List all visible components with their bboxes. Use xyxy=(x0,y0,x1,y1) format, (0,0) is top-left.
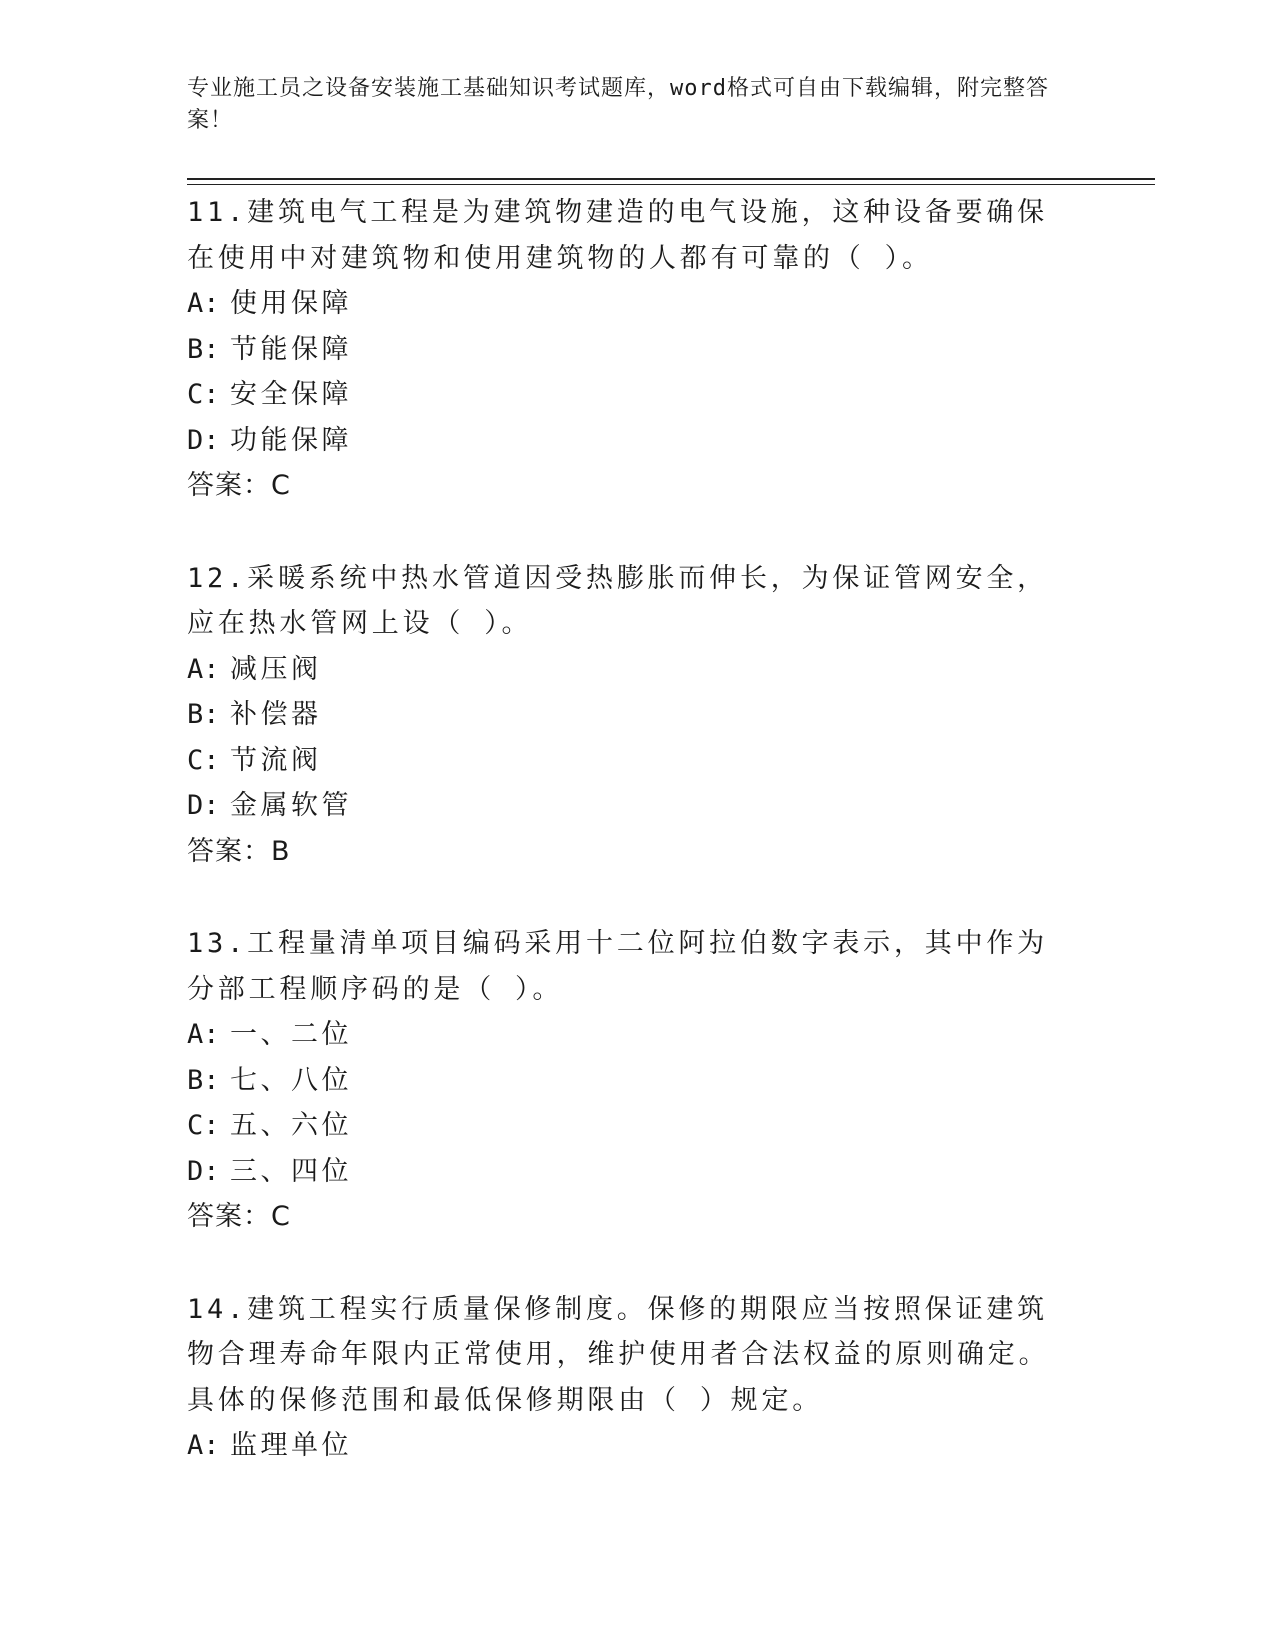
option-text: 金属软管 xyxy=(230,790,352,821)
answer-option xyxy=(187,1149,1087,1195)
option-letter: D: xyxy=(187,424,220,456)
option-text: 五、六位 xyxy=(230,1110,352,1141)
answer-option xyxy=(187,1058,1087,1104)
option-letter: B: xyxy=(187,333,220,365)
option-letter: A: xyxy=(187,1019,220,1050)
option-letter: B: xyxy=(187,1064,220,1096)
answer-option xyxy=(187,1423,1087,1469)
option-letter: A: xyxy=(187,288,220,319)
answer-option xyxy=(187,1103,1087,1149)
answer-key: 答案：C xyxy=(187,1201,291,1232)
document-header: 专业施工员之设备安装施工基础知识考试题库，word格式可自由下载编辑，附完整答案！ xyxy=(187,76,1049,133)
question-list xyxy=(187,190,1087,1516)
question-stem: 13.工程量清单项目编码采用十二位阿拉伯数字表示，其中作为分部工程顺序码的是（ ）。 xyxy=(187,928,1048,1005)
option-text: 使用保障 xyxy=(230,288,352,319)
answer-option xyxy=(187,281,1087,327)
option-text: 节能保障 xyxy=(230,333,352,365)
option-text: 三、四位 xyxy=(230,1155,352,1187)
option-text: 七、八位 xyxy=(230,1064,352,1096)
answer-key: 答案：B xyxy=(187,835,291,867)
answer-key: 答案：C xyxy=(187,470,291,501)
question-stem: 12.采暖系统中热水管道因受热膨胀而伸长，为保证管网安全，应在热水管网上设（ ）。 xyxy=(187,562,1048,639)
option-text: 一、二位 xyxy=(230,1019,352,1050)
answer-option xyxy=(187,418,1087,464)
option-letter: C: xyxy=(187,744,220,776)
option-letter: B: xyxy=(187,699,220,730)
option-text: 功能保障 xyxy=(230,424,352,456)
answer-option xyxy=(187,372,1087,418)
question-stem: 14.建筑工程实行质量保修制度。保修的期限应当按照保证建筑物合理寿命年限内正常使用，维护使用者合法权益的原则确定。具体的保修范围和最低保修期限由（ ）规定。 xyxy=(187,1293,1050,1416)
question-stem: 11.建筑电气工程是为建筑物建造的电气设施，这种设备要确保在使用中对建筑物和使用建筑物的人都有可靠的（ ）。 xyxy=(187,197,1048,274)
header-rule-thick xyxy=(187,178,1155,180)
option-letter: A: xyxy=(187,653,220,685)
answer-option xyxy=(187,1012,1087,1058)
header-rule-thin xyxy=(187,184,1155,185)
option-text: 节流阀 xyxy=(230,744,322,776)
option-text: 减压阀 xyxy=(230,653,322,685)
question-item xyxy=(187,556,1087,875)
option-letter: C: xyxy=(187,379,220,410)
answer-option xyxy=(187,783,1087,829)
answer-option xyxy=(187,647,1087,693)
option-text: 补偿器 xyxy=(230,699,322,730)
option-text: 监理单位 xyxy=(230,1430,352,1461)
option-letter: C: xyxy=(187,1110,220,1141)
answer-option xyxy=(187,738,1087,784)
question-item xyxy=(187,190,1087,509)
question-item xyxy=(187,1287,1087,1469)
option-letter: A: xyxy=(187,1430,220,1461)
answer-option xyxy=(187,692,1087,738)
answer-option xyxy=(187,327,1087,373)
option-text: 安全保障 xyxy=(230,379,352,410)
option-letter: D: xyxy=(187,1155,220,1187)
question-item xyxy=(187,921,1087,1240)
option-letter: D: xyxy=(187,790,220,821)
